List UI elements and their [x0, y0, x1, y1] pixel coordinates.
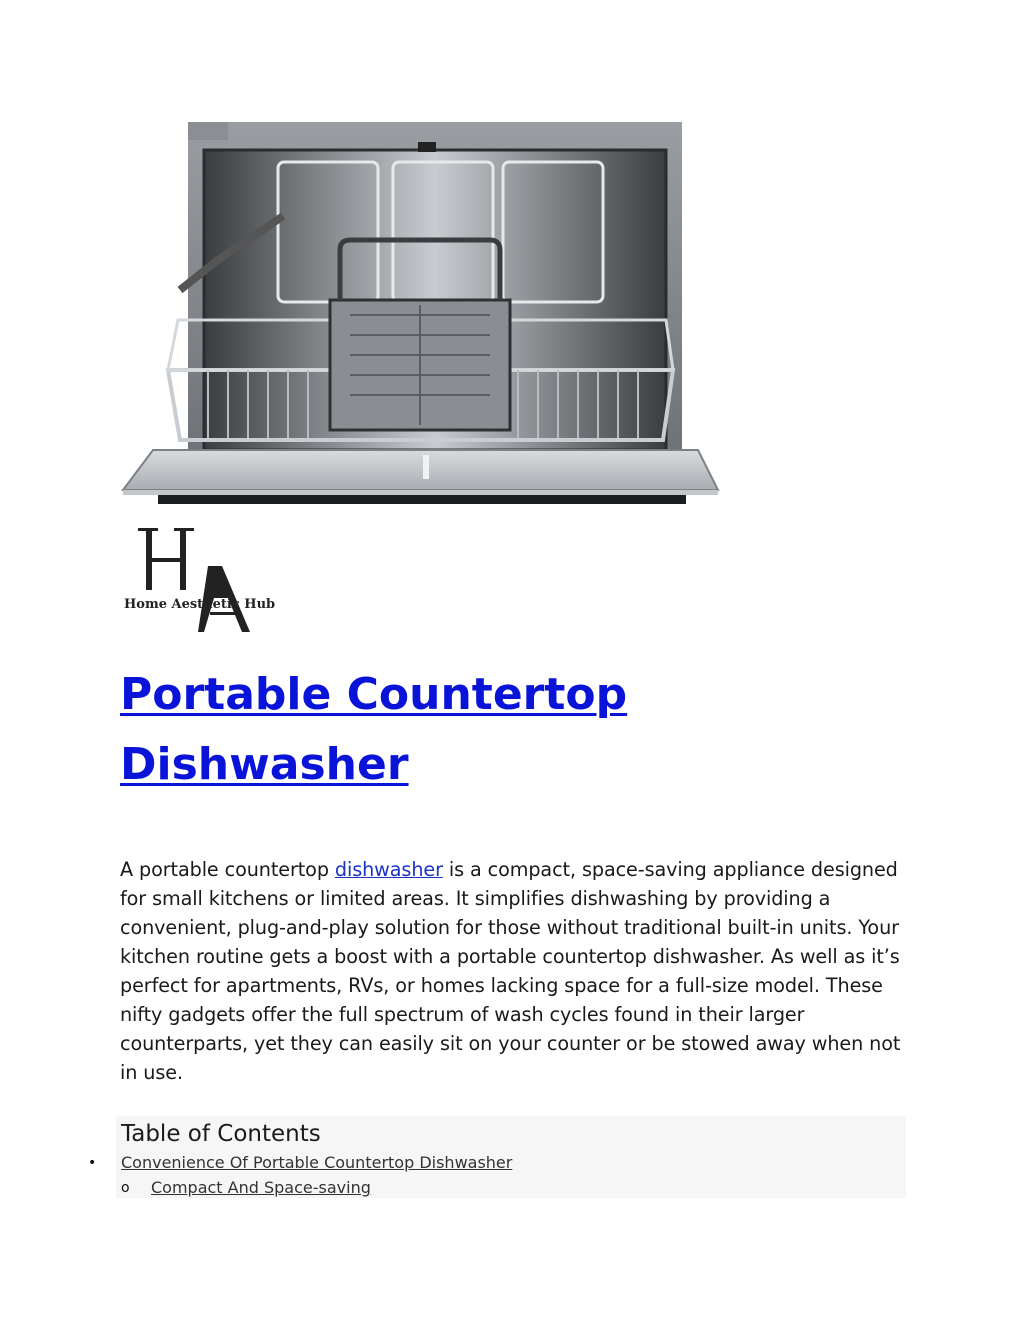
- dishwasher-link[interactable]: dishwasher: [334, 858, 443, 881]
- toc-bullet-icon: •: [88, 1155, 97, 1171]
- intro-text-before: A portable countertop: [120, 858, 335, 881]
- article-title[interactable]: Portable Countertop Dishwasher: [120, 669, 628, 790]
- logo-text: Home Aesthetic Hub: [124, 597, 276, 612]
- article-intro: [120, 855, 910, 1087]
- dishwasher-illustration: [118, 120, 724, 532]
- toc-link-compact[interactable]: Compact And Space-saving: [151, 1178, 371, 1197]
- intro-text-after: is a compact, space-saving appliance designed for small kitchens or limited areas. It simplifies dishwashing by providing a convenient, plug-and-play solution for those without traditional built-in units. Your kitchen routine gets a boost with a portable countertop dishwasher. As well as it’s perfect for apartments, RVs, or homes lacking space for a full-size model. These nifty gadgets offer the full spectrum of wash cycles found in their larger counterparts, yet they can easily sit on your counter or be stowed away when not in use.: [120, 858, 901, 1084]
- toc-item: [121, 1152, 512, 1174]
- toc-title: Table of Contents: [121, 1121, 321, 1147]
- toc-link-convenience[interactable]: Convenience Of Portable Countertop Dishwasher: [121, 1153, 513, 1172]
- home-aesthetic-hub-logo[interactable]: [122, 526, 292, 634]
- toc-item: [151, 1177, 371, 1199]
- dishwasher-product-image: [118, 120, 724, 532]
- toc-subbullet-icon: o: [121, 1180, 130, 1196]
- table-of-contents: [88, 1116, 906, 1198]
- logo-monogram-icon: [122, 526, 292, 634]
